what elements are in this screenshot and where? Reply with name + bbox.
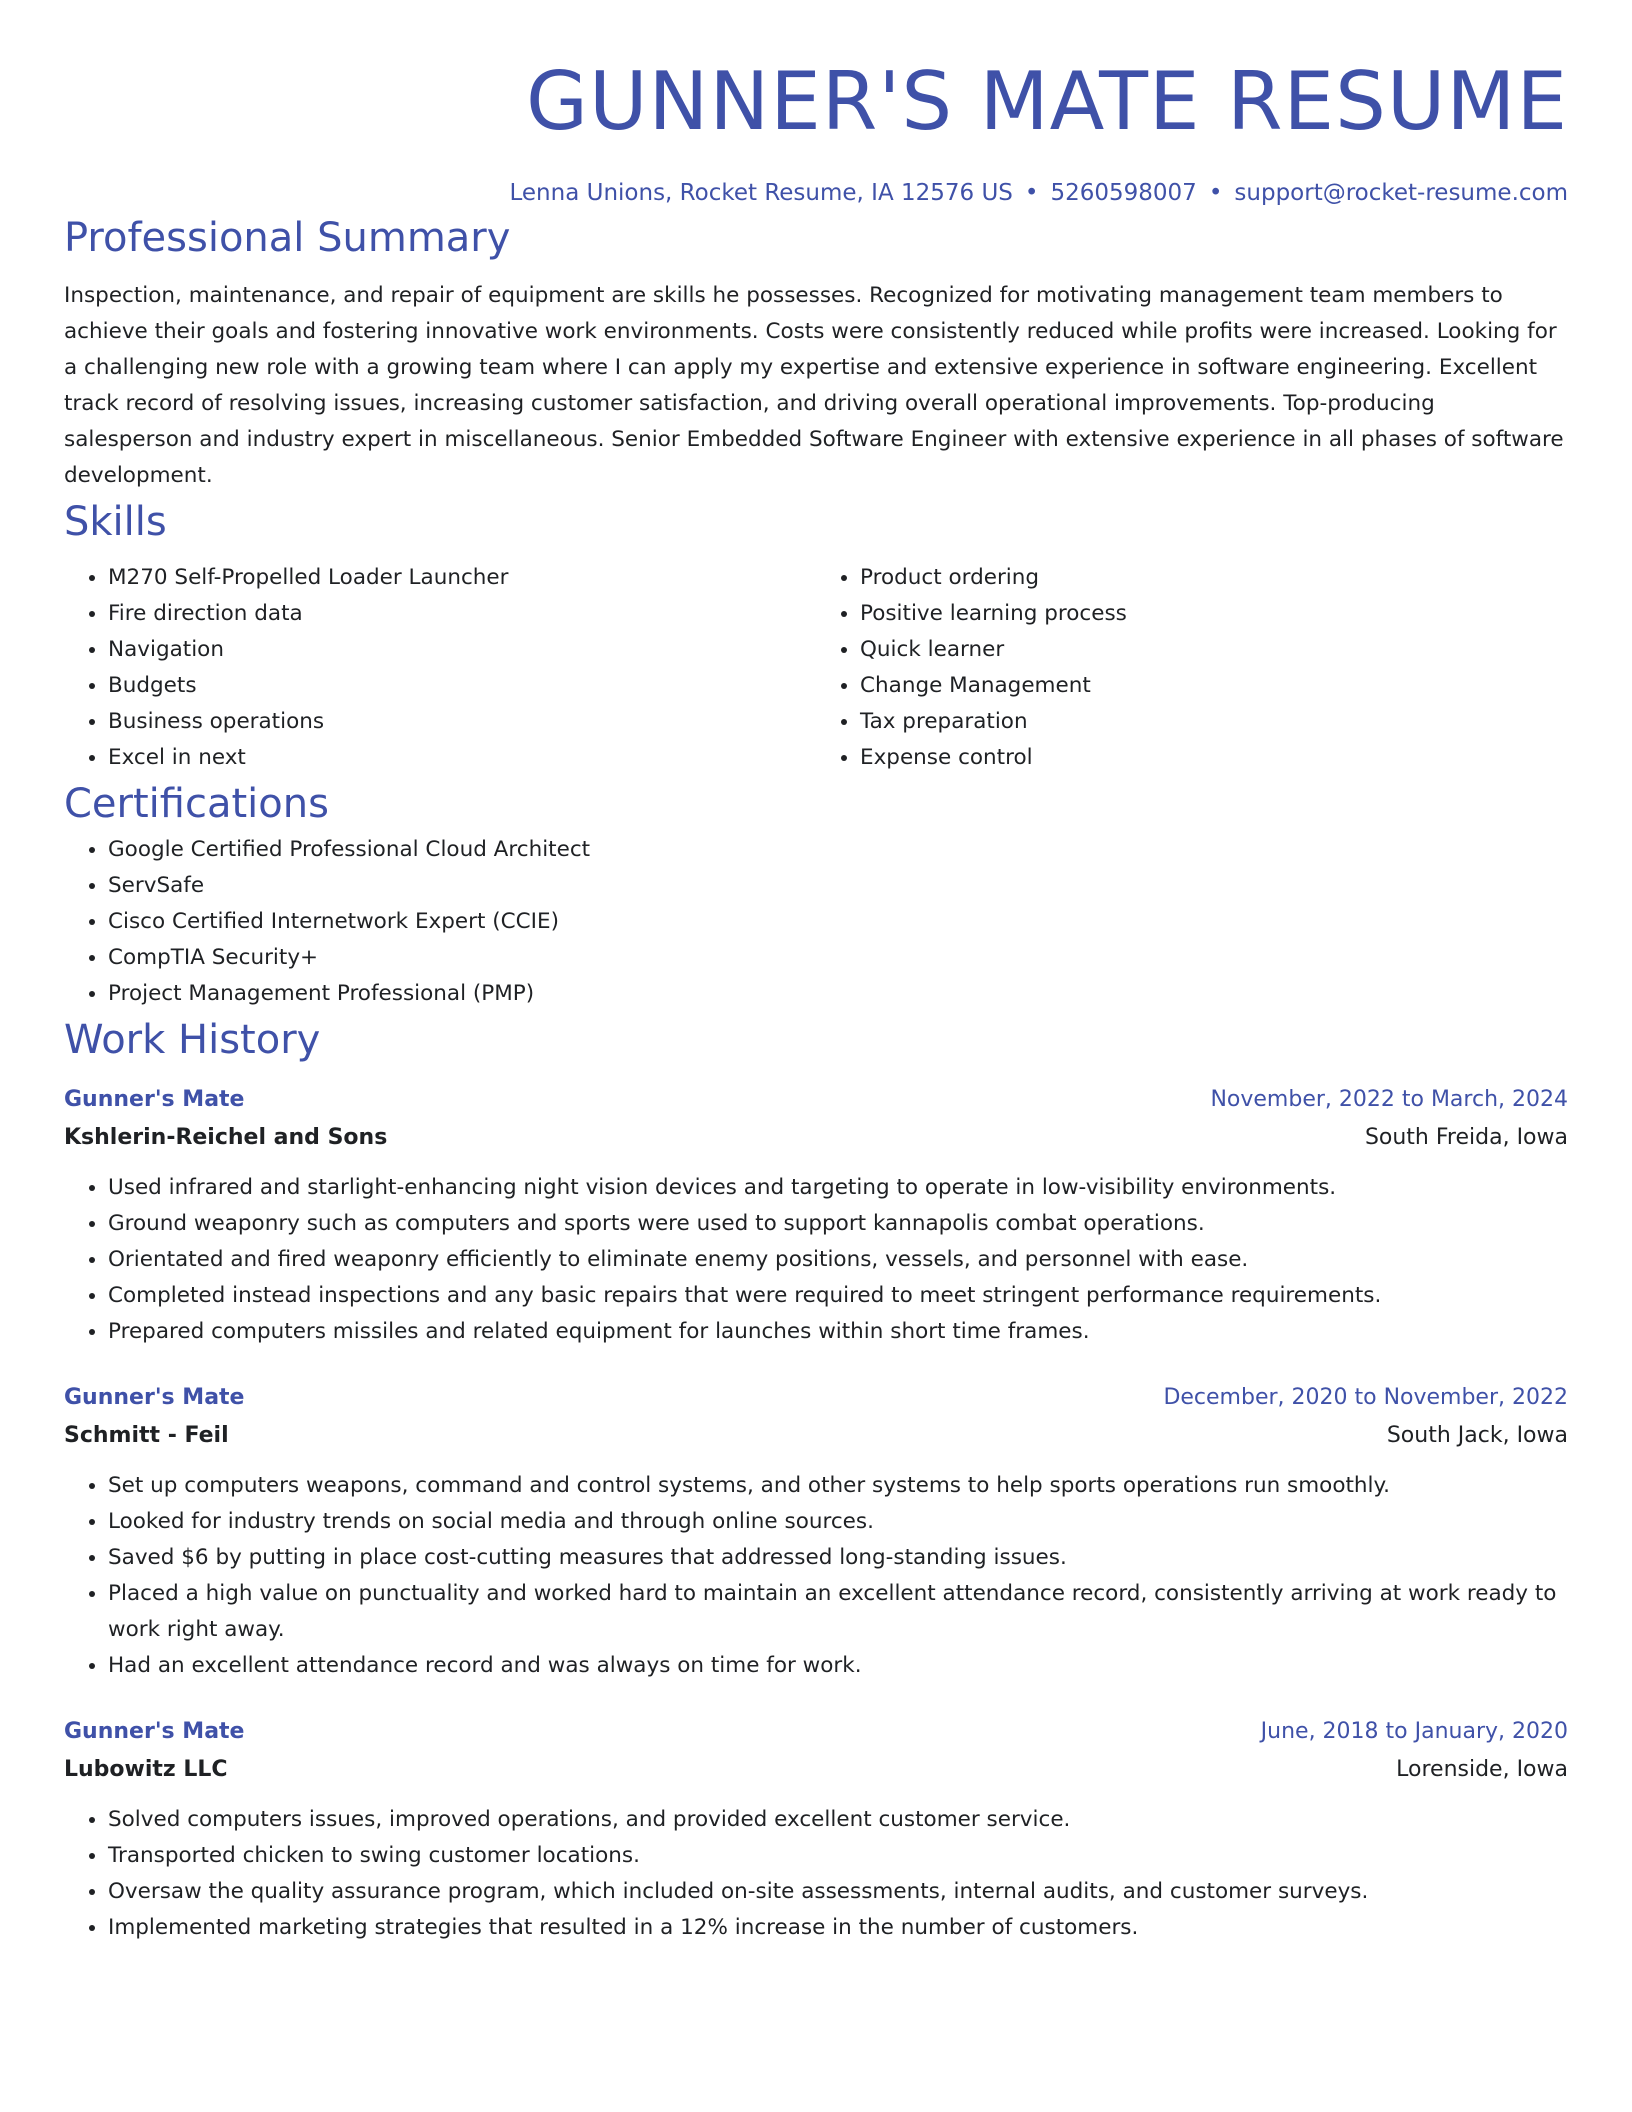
job-bullet: • Implemented marketing strategies that resulted in a 12% increase in the number of customers. <box>108 1910 1568 1946</box>
resume-title: GUNNER'S MATE RESUME <box>526 55 1568 148</box>
summary-text: Inspection, maintenance, and repair of equipment are skills he possesses. Recognized for motivating management team members to achieve their goals and fostering innovative work environments. Costs were consistently reduced while profits were increased. Looking for a challenging new role with a growing team where I can apply my expertise and extensive experience in software engineering. Excellent track record of resolving issues, increasing customer satisfaction, and driving overall operational improvements. Top-producing salesperson and industry expert in miscellaneous. Senior Embedded Software Engineer with extensive experience in all phases of software development. <box>64 283 1564 488</box>
skill-item: • Business operations <box>108 704 816 740</box>
skills-grid <box>64 560 1568 776</box>
certifications-heading: Certifications <box>64 781 329 827</box>
job-bullets <box>64 1468 1568 1684</box>
job-bullet: • Saved $6 by putting in place cost-cutting measures that addressed long-standing issues. <box>108 1540 1568 1576</box>
certifications-list <box>64 832 1568 1012</box>
skills-heading: Skills <box>64 499 167 545</box>
certification-item: • Cisco Certified Internetwork Expert (CCIE) <box>108 904 1568 940</box>
skills-list-right <box>816 560 1568 776</box>
summary-heading: Professional Summary <box>64 215 511 261</box>
job-header <box>64 1082 1568 1118</box>
skill-item: • Budgets <box>108 668 816 704</box>
skill-item: • M270 Self-Propelled Loader Launcher <box>108 560 816 596</box>
skill-item: • Fire direction data <box>108 596 816 632</box>
job-subheader <box>64 1118 1568 1158</box>
contact-separator: • <box>1208 180 1223 206</box>
certification-item: • Google Certified Professional Cloud Architect <box>108 832 1568 868</box>
job-title: Gunner's Mate <box>64 1385 245 1410</box>
job-location: Lorenside, Iowa <box>1396 1757 1568 1782</box>
contact-address: Lenna Unions, Rocket Resume, IA 12576 US <box>509 180 1013 206</box>
job-bullet: • Prepared computers missiles and related equipment for launches within short time frames. <box>108 1314 1568 1350</box>
contact-separator: • <box>1024 180 1039 206</box>
job-bullet: • Ground weaponry such as computers and sports were used to support kannapolis combat operations. <box>108 1206 1568 1242</box>
skill-item: • Excel in next <box>108 740 816 776</box>
job-company: Schmitt - Feil <box>64 1423 229 1448</box>
skill-item: • Product ordering <box>860 560 1568 596</box>
job-bullet: • Placed a high value on punctuality and worked hard to maintain an excellent attendance record, consistently arriving at work ready to work right away. <box>108 1576 1568 1648</box>
job-bullet: • Transported chicken to swing customer locations. <box>108 1838 1568 1874</box>
job-bullet: • Set up computers weapons, command and control systems, and other systems to help sports operations run smoothly. <box>108 1468 1568 1504</box>
job-subheader <box>64 1416 1568 1456</box>
job-entry <box>64 1082 1568 1350</box>
job-entry <box>64 1714 1568 1946</box>
skill-item: • Navigation <box>108 632 816 668</box>
contact-phone: 5260598007 <box>1050 180 1197 206</box>
job-bullet: • Oversaw the quality assurance program, which included on-site assessments, internal audits, and customer surveys. <box>108 1874 1568 1910</box>
contact-line <box>64 176 1568 210</box>
job-bullet: • Solved computers issues, improved operations, and provided excellent customer service. <box>108 1802 1568 1838</box>
job-header <box>64 1714 1568 1750</box>
job-bullet: • Used infrared and starlight-enhancing night vision devices and targeting to operate in low-visibility environments. <box>108 1170 1568 1206</box>
job-bullets <box>64 1170 1568 1350</box>
job-bullet: • Had an excellent attendance record and was always on time for work. <box>108 1648 1568 1684</box>
job-entry <box>64 1380 1568 1684</box>
job-bullet: • Looked for industry trends on social media and through online sources. <box>108 1504 1568 1540</box>
job-bullet: • Orientated and fired weaponry efficiently to eliminate enemy positions, vessels, and personnel with ease. <box>108 1242 1568 1278</box>
job-location: South Freida, Iowa <box>1364 1125 1568 1150</box>
work-history-heading: Work History <box>64 1017 321 1063</box>
job-company: Lubowitz LLC <box>64 1757 228 1782</box>
certification-item: • Project Management Professional (PMP) <box>108 976 1568 1012</box>
job-dates: December, 2020 to November, 2022 <box>1163 1385 1568 1410</box>
skill-item: • Change Management <box>860 668 1568 704</box>
job-header <box>64 1380 1568 1416</box>
job-bullet: • Completed instead inspections and any basic repairs that were required to meet stringent performance requirements. <box>108 1278 1568 1314</box>
job-location: South Jack, Iowa <box>1386 1423 1568 1448</box>
skills-list-left <box>64 560 816 776</box>
certification-item: • ServSafe <box>108 868 1568 904</box>
job-title: Gunner's Mate <box>64 1087 245 1112</box>
job-dates: June, 2018 to January, 2020 <box>1260 1719 1568 1744</box>
job-subheader <box>64 1750 1568 1790</box>
job-company: Kshlerin-Reichel and Sons <box>64 1125 388 1150</box>
resume-page <box>64 0 1568 1946</box>
contact-email[interactable]: support@rocket-resume.com <box>1234 180 1568 206</box>
job-title: Gunner's Mate <box>64 1719 245 1744</box>
skill-item: • Tax preparation <box>860 704 1568 740</box>
skill-item: • Quick learner <box>860 632 1568 668</box>
skill-item: • Positive learning process <box>860 596 1568 632</box>
certification-item: • CompTIA Security+ <box>108 940 1568 976</box>
job-bullets <box>64 1802 1568 1946</box>
skill-item: • Expense control <box>860 740 1568 776</box>
job-dates: November, 2022 to March, 2024 <box>1210 1087 1568 1112</box>
